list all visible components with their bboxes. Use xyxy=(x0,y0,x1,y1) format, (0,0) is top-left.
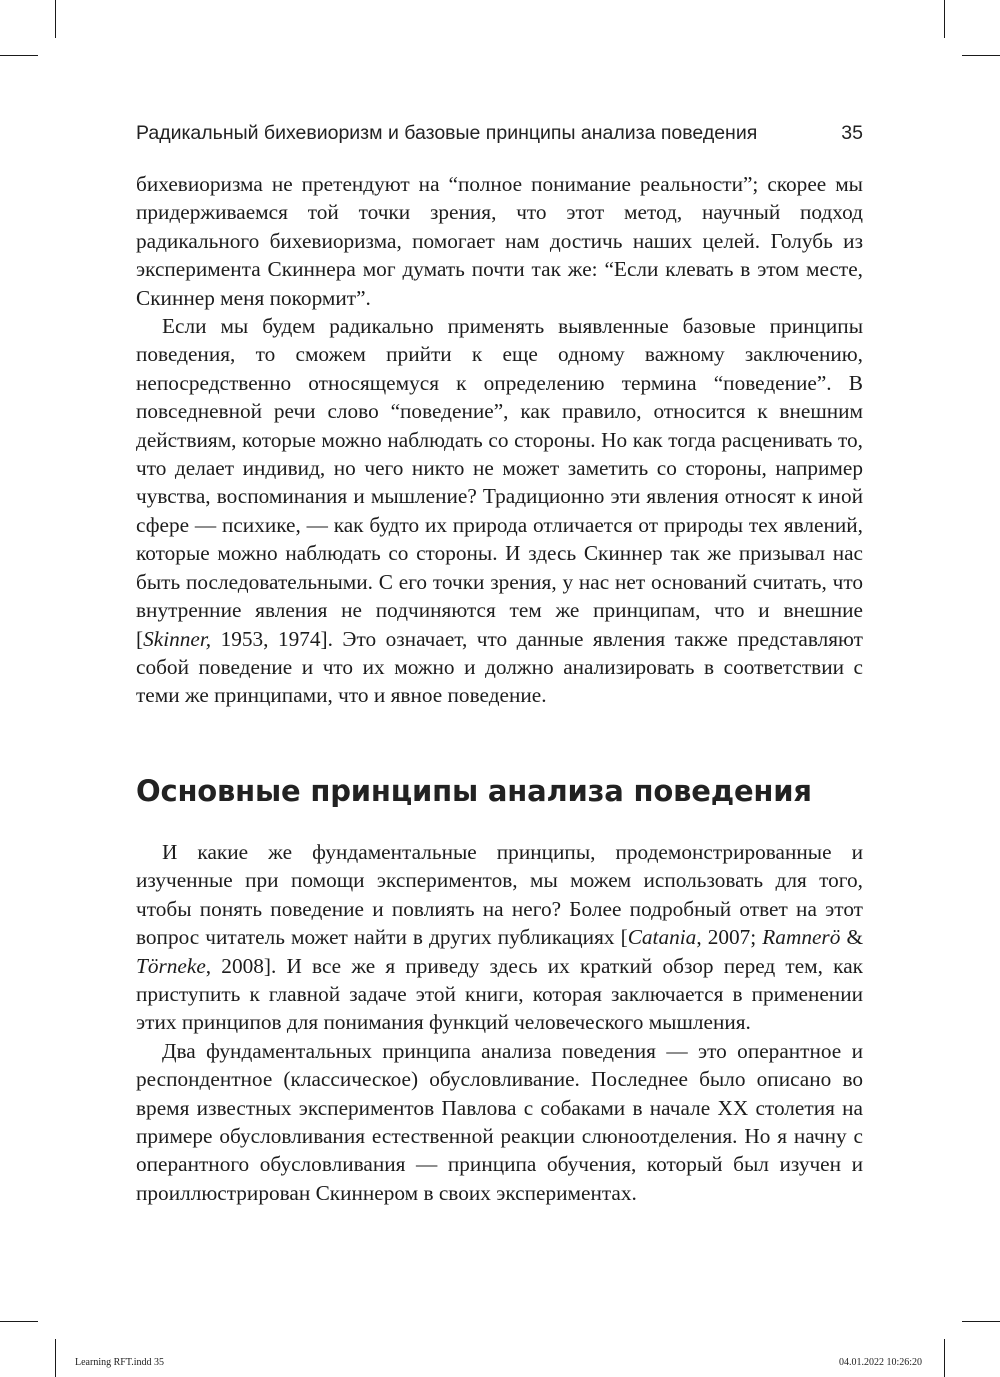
paragraph: Два фундаментальных принципа анализа поведения — это оперантное и респондентное (классическое) обусловливание. Последнее было описано во время известных экспериментов Павлова с собаками в начале XX столетия на примере обусловливания естественной реакции слюноотделения. Но я начну с оперантного обусловливания — принципа обучения, который был изучен и проиллюстрирован Скиннером в своих экспериментах. xyxy=(136,1038,863,1205)
crop-mark xyxy=(55,1339,56,1377)
crop-mark xyxy=(962,1321,1000,1322)
crop-mark xyxy=(0,55,38,56)
citation: Ramnerö xyxy=(762,925,841,950)
section-heading: Основные принципы анализа поведения xyxy=(136,774,812,808)
paragraph: бихевиоризма не претендуют на “полное понимание реальности”; скорее мы придерживаемся той точки зрения, что этот метод, научный подход радикального бихевиоризма, помогает нам достичь наших целей. Голубь из эксперимента Скиннера мог думать почти так же: “Если клевать в этом месте, Скиннер меня покормит”. xyxy=(136,172,863,310)
text: & xyxy=(840,925,864,950)
running-head xyxy=(136,122,863,145)
slug-datetime: 04.01.2022 10:26:20 xyxy=(838,1357,922,1368)
text: 1953, 1974]. Это означает, что данные явления также представляют собой поведение и что их можно и должно анализировать в соответствии с теми же принципами, что и явное поведение. xyxy=(136,626,863,708)
paragraph xyxy=(136,838,863,1037)
slug-file: Learning RFT.indd 35 xyxy=(75,1357,164,1368)
crop-mark xyxy=(0,1321,38,1322)
crop-mark xyxy=(962,55,1000,56)
section-body-2 xyxy=(136,838,863,1207)
crop-mark xyxy=(55,0,56,38)
crop-mark xyxy=(944,0,945,38)
text: , 2008]. И все же я приведу здесь их краткий обзор перед тем, как приступить к главной задаче этой книги, которая заключается в применении этих принципов для понимания функций человеческого мышления. xyxy=(136,953,863,1035)
paragraph xyxy=(136,312,863,710)
citation: Catania xyxy=(627,925,697,950)
running-head-title: Радикальный бихевиоризм и базовые принципы анализа поведения xyxy=(136,122,758,144)
citation: Törneke xyxy=(136,953,206,978)
crop-mark xyxy=(944,1339,945,1377)
text: И какие же фундаментальные принципы, продемонстрированные и изученные при помощи экспериментов, мы можем использовать для того, чтобы понять поведение и повлиять на него? Более подробный ответ на этот вопрос читатель может найти в других публикациях [ xyxy=(136,840,863,950)
citation: Skinner, xyxy=(143,626,212,651)
text: Если мы будем радикально применять выявленные базовые принципы поведения, то сможем прийти к еще одному важному заключению, непосредственно относящемуся к определению термина “поведение”. В повседневной речи слово “поведение”, как правило, относится к внешним действиям, которые можно наблюдать со стороны. Но как тогда расценивать то, что делает индивид, но чего никто не может заметить со стороны, например чувства, воспоминания и мышление? Традиционно эти явления относят к иной сфере — психике, — как будто их природа отличается от природы тех явлений, которые можно наблюдать со стороны. И здесь Скиннер так же призывал нас быть последовательными. С его точки зрения, у нас нет оснований считать, что внутренние явления не подчиняются тем же принципам, что и внешние [ xyxy=(136,314,863,651)
text: , 2007; xyxy=(696,925,763,950)
section-body-1 xyxy=(136,170,863,710)
page-number: 35 xyxy=(841,122,863,144)
